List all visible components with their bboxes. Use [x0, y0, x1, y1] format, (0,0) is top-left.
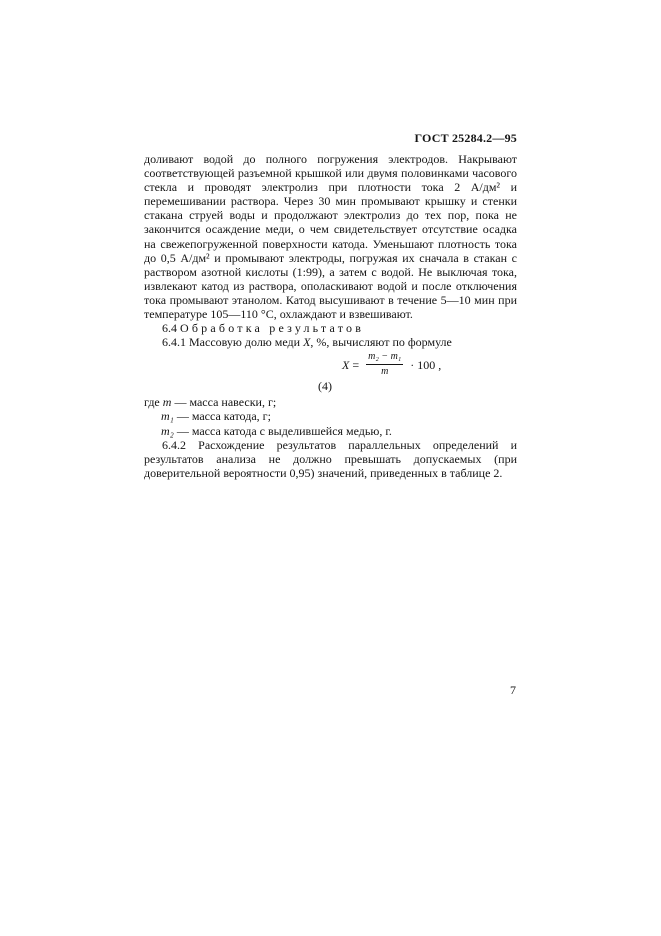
page-number: 7	[510, 683, 516, 697]
formula-fraction	[366, 351, 403, 378]
clause-6-4-1	[144, 335, 517, 349]
legend-symbol: m₁	[161, 409, 174, 424]
legend-symbol: m	[162, 395, 172, 410]
clause-text-part-b: , %, вычисляют по формуле	[310, 335, 452, 350]
legend-text: — масса катода, г;	[173, 409, 271, 424]
legend-lead: где	[144, 395, 163, 410]
section-title: Обработка результатов	[180, 321, 365, 336]
clause-text-part-a: Массовую долю меди	[189, 335, 304, 350]
standard-header: ГОСТ 25284.2—95	[414, 131, 517, 145]
formula-tail: · 100 ,	[407, 357, 442, 372]
legend-text: — масса катода с выделившейся медью, г.	[173, 423, 392, 438]
clause-6-4-2	[144, 438, 517, 480]
clause-text: Расхождение результатов параллельных определений и результатов анализа не должно превышать допускаемых (при доверительной вероятности 0,95) значений, приведенных в таблице 2.	[144, 437, 518, 480]
section-number: 6.4	[162, 321, 177, 336]
mass-fraction-formula	[342, 351, 441, 378]
equation-number: (4)	[318, 379, 332, 394]
formula-equals: =	[349, 357, 363, 372]
legend-line	[144, 395, 517, 409]
legend-symbol: m₂	[161, 423, 174, 438]
legend-line	[144, 409, 517, 423]
variable-x: X	[303, 335, 311, 350]
clause-number: 6.4.2	[162, 437, 186, 452]
formula-lhs: X	[342, 357, 350, 372]
formula-denominator: m	[381, 366, 389, 378]
procedure-paragraph: доливают водой до полного погружения электродов. Накрывают соответствующей разъемной крышкой или двумя половинками часового стекла и проводят электролиз при плотности тока 2 А/дм² и перемешивании раствора. Через 30 мин промывают крышку и стенки стакана струей воды и продолжают электролиз до тех пор, пока не закончится осаждение меди, о чем свидетельствует отсутствие осадка на свежепогруженной поверхности катода. Уменьшают плотность тока до 0,5 А/дм² и промывают электроды, погружая их сначала в стакан с раствором азотной кислоты (1:99), а затем с водой. Не выключая тока, извлекают катод из раствора, ополаскивают водой и после отключения тока промывают этанолом. Катод высушивают в течение 5—10 мин при температуре 105—110 °С, охлаждают и взвешивают.	[144, 152, 517, 322]
document-body	[144, 152, 517, 480]
formula-numerator: m₂ − m₁	[366, 351, 403, 365]
formula-block	[144, 349, 517, 395]
legend-line	[144, 424, 517, 438]
section-heading	[144, 321, 517, 335]
clause-number: 6.4.1	[162, 335, 186, 350]
legend-text: — масса навески, г;	[171, 395, 277, 410]
